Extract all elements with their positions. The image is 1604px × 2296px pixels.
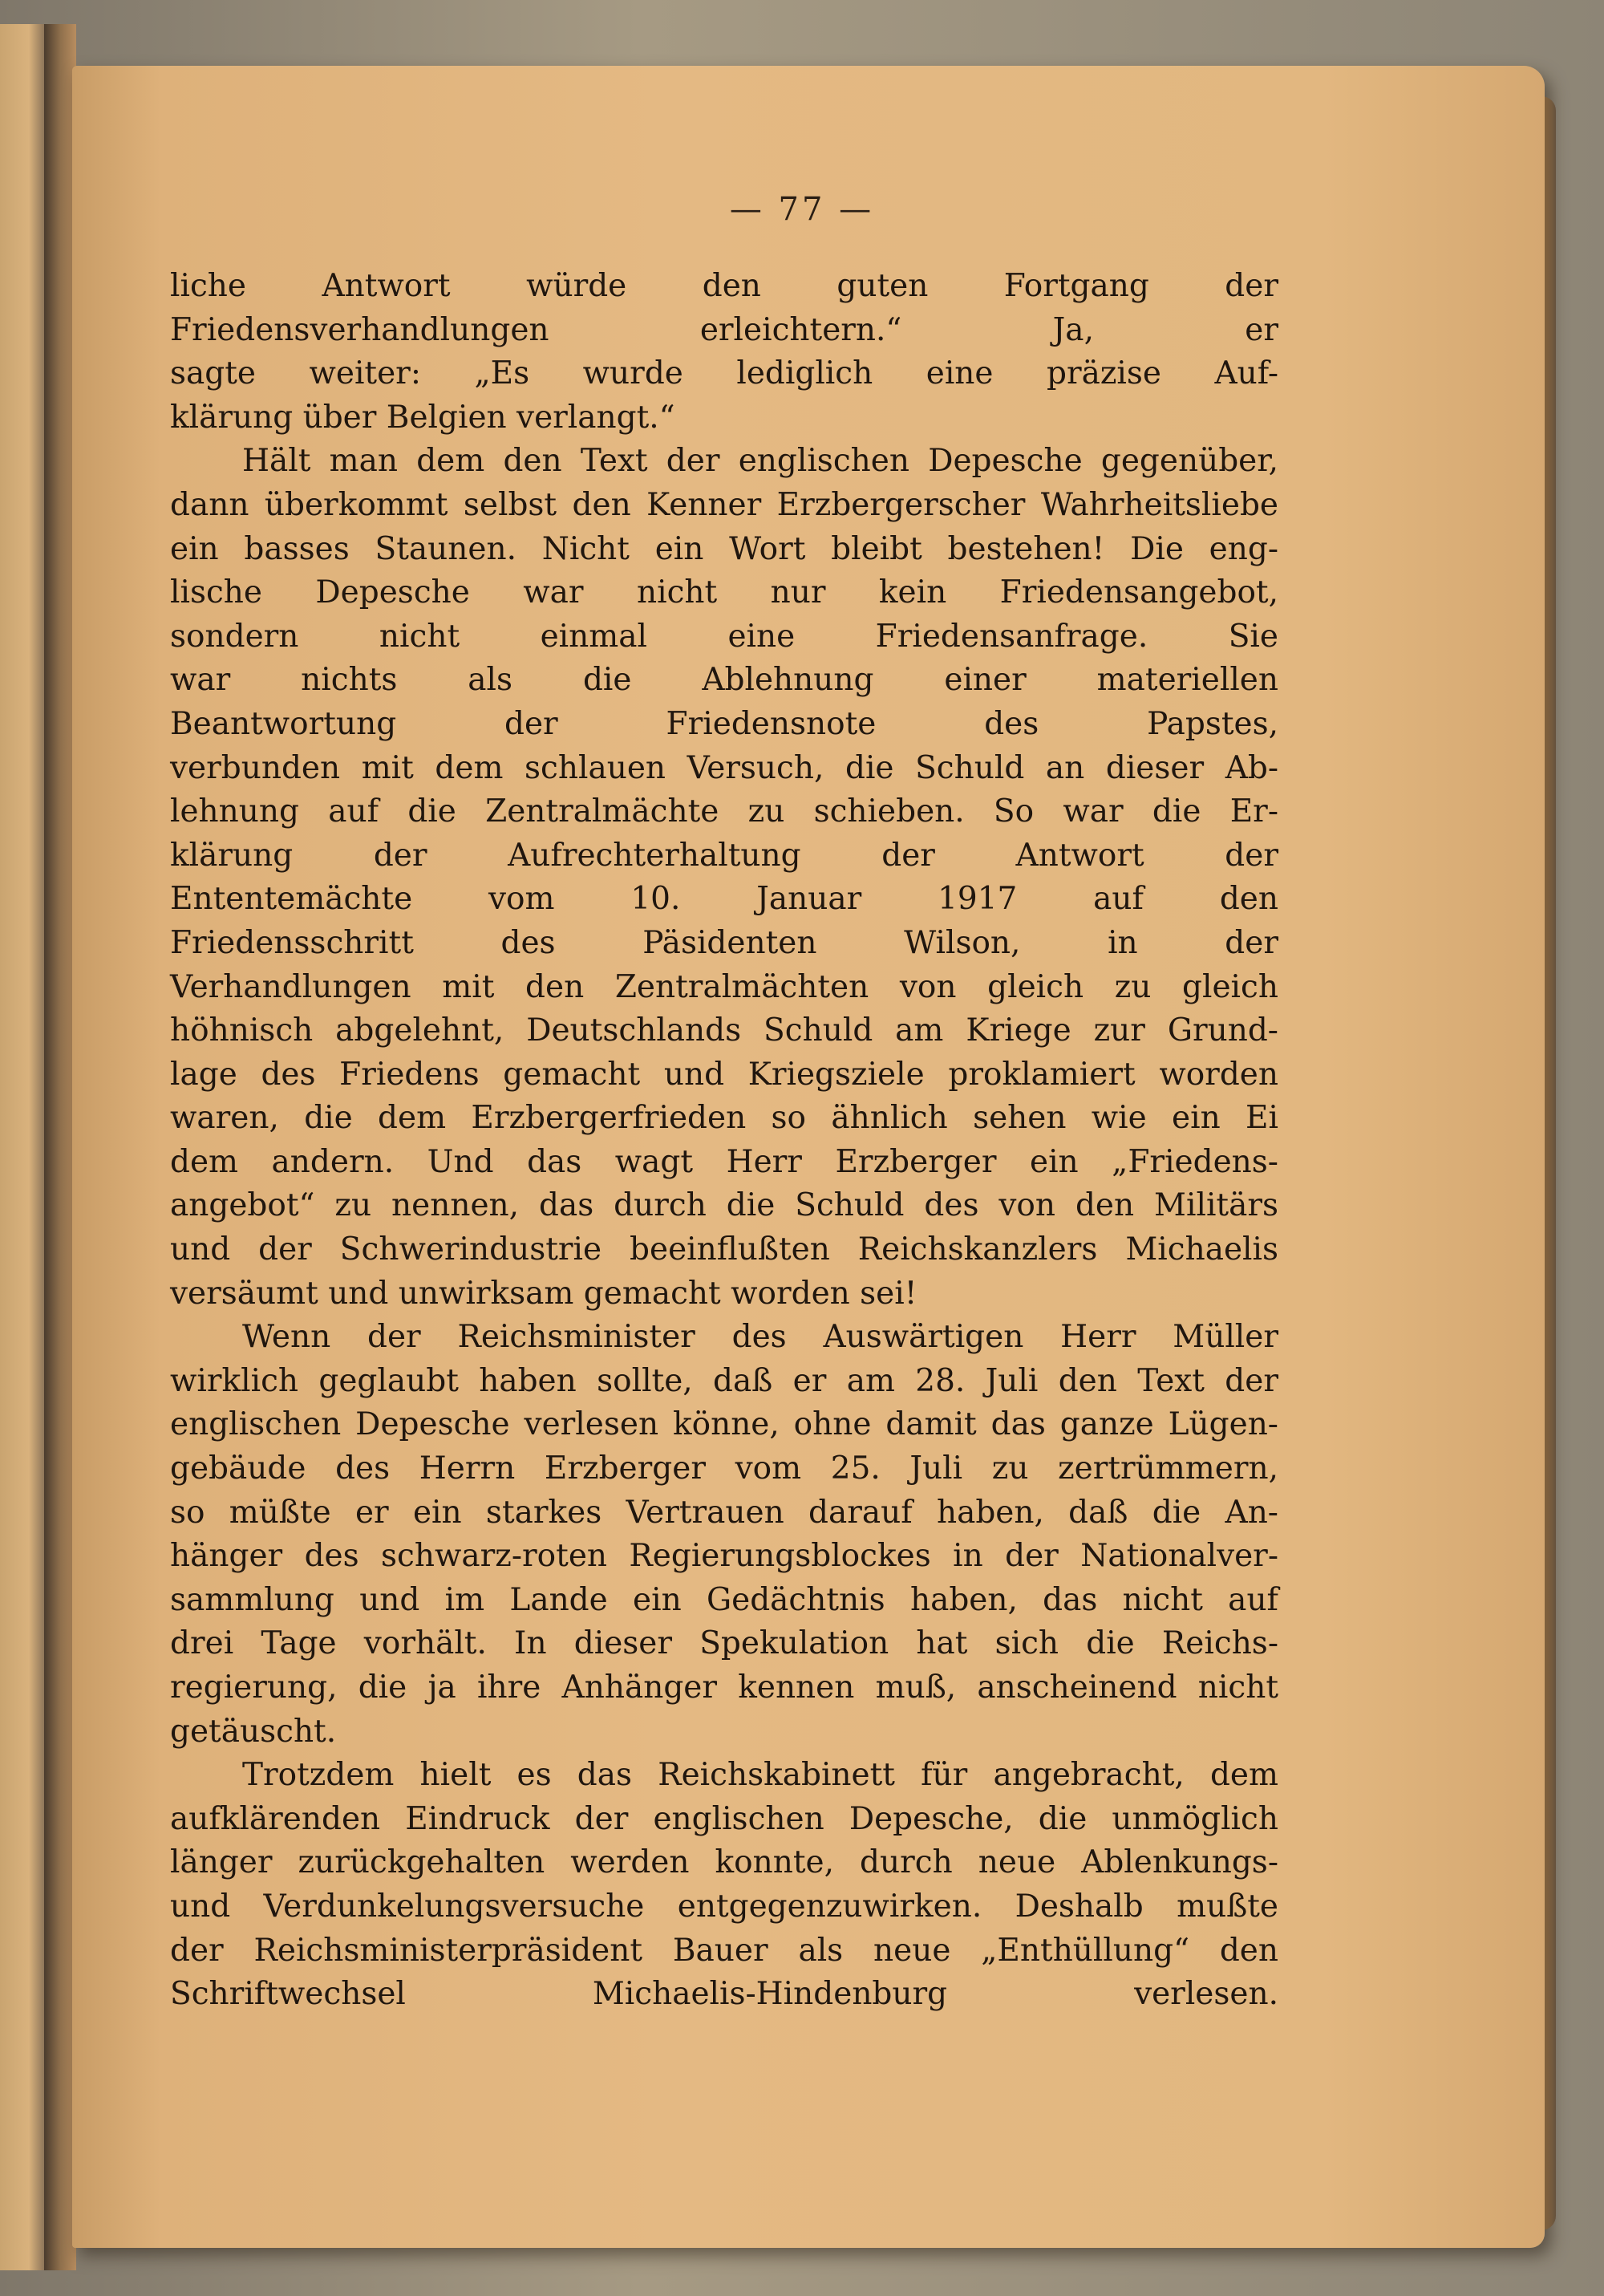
text-line: waren, die dem Erzbergerfrieden so ähnlich sehen wie ein Ei [170,1100,1278,1137]
text-line: der Reichsministerpräsident Bauer als neue „Enthüllung“ den [170,1932,1278,1969]
book-gutter [44,24,76,2270]
text-line: regierung, die ja ihre Anhänger kennen muß, anscheinend nicht [170,1669,1278,1706]
text-line: ein basses Staunen. Nicht ein Wort bleibt bestehen! Die eng- [170,530,1278,567]
text-line: und der Schwerindustrie beeinflußten Reichskanzlers Michaelis [170,1231,1278,1268]
facing-page-edge [0,24,48,2270]
text-line: hänger des schwarz-roten Regierungsblockes in der Nationalver- [170,1538,1278,1575]
text-line: englischen Depesche verlesen könne, ohne damit das ganze Lügen- [170,1406,1278,1443]
text-line: länger zurückgehalten werden konnte, durch neue Ablenkungs- [170,1844,1278,1881]
text-line: sondern nicht einmal eine Friedensanfrage. Sie [170,618,1278,655]
text-line: verbunden mit dem schlauen Versuch, die Schuld an dieser Ab- [170,749,1278,786]
page-number: — 77 — [729,191,875,228]
text-line: Verhandlungen mit den Zentralmächten von gleich zu gleich [170,968,1278,1005]
text-line: drei Tage vorhält. In dieser Spekulation hat sich die Reichs- [170,1625,1278,1662]
text-line: Trotzdem hielt es das Reichskabinett für angebracht, dem [242,1757,1278,1794]
text-line: getäuscht. [170,1713,337,1750]
text-line: lage des Friedens gemacht und Kriegsziele proklamiert worden [170,1056,1278,1093]
text-line: versäumt und unwirksam gemacht worden sei! [170,1275,917,1312]
text-line: gebäude des Herrn Erzberger vom 25. Juli zu zertrümmern, [170,1450,1278,1487]
text-line: Beantwortung der Friedensnote des Papstes, [170,705,1278,742]
text-line: so müßte er ein starkes Vertrauen darauf haben, daß die An- [170,1494,1278,1531]
text-line: sagte weiter: „Es wurde lediglich eine präzise Auf- [170,355,1278,392]
text-line: lische Depesche war nicht nur kein Friedensangebot, [170,574,1278,611]
text-line: und Verdunkelungsversuche entgegenzuwirken. Deshalb mußte [170,1888,1278,1925]
text-line: klärung über Belgien verlangt.“ [170,399,675,436]
text-line: sammlung und im Lande ein Gedächtnis haben, das nicht auf [170,1581,1278,1618]
text-line: dann überkommt selbst den Kenner Erzbergerscher Wahrheitsliebe [170,486,1278,523]
text-line: höhnisch abgelehnt, Deutschlands Schuld am Kriege zur Grund- [170,1012,1278,1049]
text-line: klärung der Aufrechterhaltung der Antwort der [170,837,1278,874]
text-line: Ententemächte vom 10. Januar 1917 auf den [170,881,1278,918]
text-line: Schriftwechsel Michaelis-Hindenburg verlesen. [170,1976,1278,2013]
text-line: Wenn der Reichsminister des Auswärtigen Herr Müller [242,1319,1278,1356]
text-line: war nichts als die Ablehnung einer materiellen [170,662,1278,699]
text-line: liche Antwort würde den guten Fortgang der [170,268,1278,304]
text-line: Friedensverhandlungen erleichtern.“ Ja, er [170,311,1278,348]
text-line: aufklärenden Eindruck der englischen Depesche, die unmöglich [170,1800,1278,1837]
text-line: dem andern. Und das wagt Herr Erzberger ein „Friedens- [170,1143,1278,1180]
body-text [170,265,1278,2017]
text-line: Hält man dem den Text der englischen Depesche gegenüber, [242,443,1278,480]
text-line: Friedensschritt des Päsidenten Wilson, in der [170,924,1278,961]
text-line: angebot“ zu nennen, das durch die Schuld des von den Militärs [170,1187,1278,1224]
text-line: lehnung auf die Zentralmächte zu schieben. So war die Er- [170,793,1278,830]
text-line: wirklich geglaubt haben sollte, daß er am 28. Juli den Text der [170,1362,1278,1399]
